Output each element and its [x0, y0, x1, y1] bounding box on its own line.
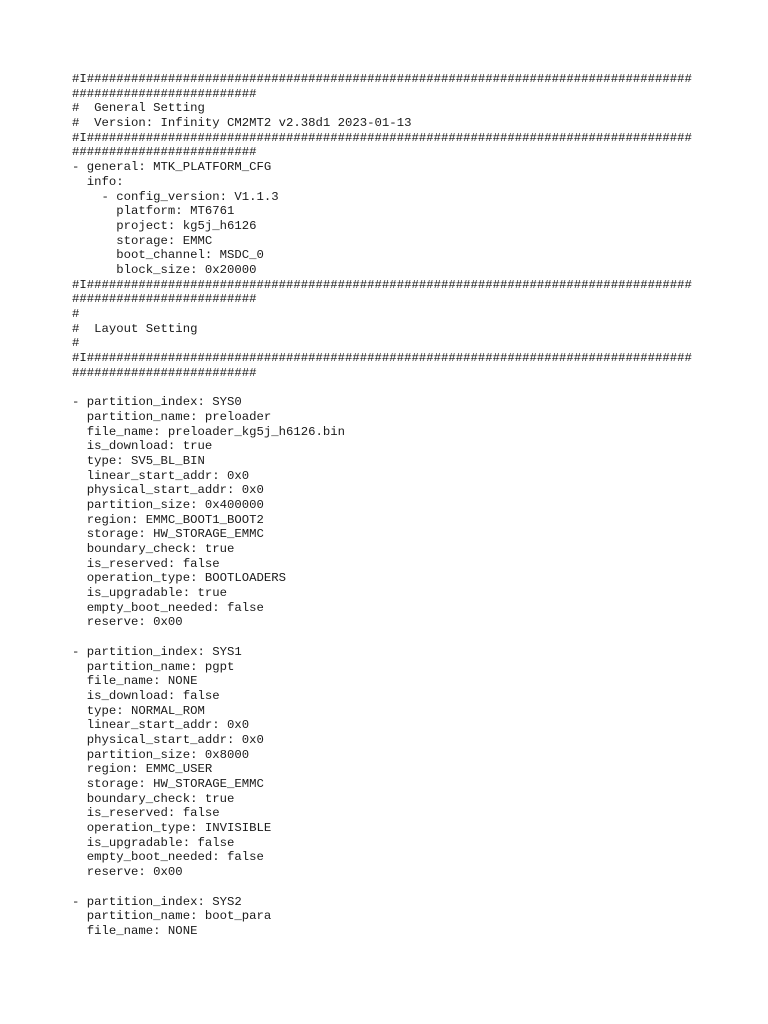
text-line [72, 380, 712, 395]
text-line: - config_version: V1.1.3 [72, 189, 279, 204]
text-line: type: NORMAL_ROM [72, 703, 205, 718]
text-line: - partition_index: SYS2 [72, 894, 242, 909]
text-line: - general: MTK_PLATFORM_CFG [72, 160, 272, 175]
text-line: file_name: NONE [72, 923, 198, 938]
text-line: # [72, 307, 80, 321]
text-line: ######################### [72, 145, 257, 160]
text-line: is_reserved: false [72, 556, 220, 571]
text-line: storage: HW_STORAGE_EMMC [72, 777, 264, 791]
text-line [72, 630, 712, 645]
text-line: region: EMMC_USER [72, 762, 213, 777]
text-line: - partition_index: SYS1 [72, 644, 242, 659]
text-line: boot_channel: MSDC_0 [72, 248, 264, 263]
text-line: partition_name: pgpt [72, 659, 235, 674]
text-line: - partition_index: SYS0 [72, 395, 242, 410]
text-line: ######################### [72, 86, 257, 101]
text-line: boundary_check: true [72, 791, 235, 806]
text-line: # [72, 336, 80, 351]
text-line: storage: HW_STORAGE_EMMC [72, 527, 264, 542]
text-line: storage: EMMC [72, 233, 213, 248]
text-line: empty_boot_needed: false [72, 850, 264, 865]
text-line: is_upgradable: true [72, 586, 227, 601]
text-line: is_upgradable: false [72, 835, 235, 850]
text-line: linear_start_addr: 0x0 [72, 718, 250, 733]
text-line: info: [72, 174, 124, 189]
text-line: operation_type: BOOTLOADERS [72, 571, 287, 586]
text-line: #I################################################################################## [72, 351, 692, 366]
text-line: ######################### [72, 365, 257, 380]
text-line: # Version: Infinity CM2MT2 v2.38d1 2023-01-13 [72, 116, 412, 131]
text-line: #I################################################################################## [72, 130, 692, 145]
text-line: block_size: 0x20000 [72, 262, 257, 277]
text-line: # General Setting [72, 101, 205, 116]
text-line: is_reserved: false [72, 806, 220, 821]
text-line [72, 880, 712, 895]
text-line: operation_type: INVISIBLE [72, 821, 272, 836]
text-line: partition_size: 0x400000 [72, 497, 264, 512]
text-line: # Layout Setting [72, 321, 198, 336]
text-line: type: SV5_BL_BIN [72, 453, 205, 468]
text-line: reserve: 0x00 [72, 865, 183, 880]
text-line: file_name: NONE [72, 674, 198, 689]
text-line: is_download: false [72, 688, 220, 703]
text-line: empty_boot_needed: false [72, 600, 264, 615]
text-line: project: kg5j_h6126 [72, 218, 257, 233]
text-line: platform: MT6761 [72, 204, 235, 219]
text-line: partition_name: boot_para [72, 909, 272, 924]
text-line: physical_start_addr: 0x0 [72, 732, 264, 747]
scatter-file-text [72, 72, 712, 939]
text-line: linear_start_addr: 0x0 [72, 468, 250, 483]
text-line: #I################################################################################## [72, 277, 692, 292]
text-line: partition_name: preloader [72, 409, 272, 424]
text-line: #I################################################################################## [72, 72, 692, 86]
text-line: region: EMMC_BOOT1_BOOT2 [72, 512, 264, 527]
text-line: is_download: true [72, 439, 213, 454]
text-line: boundary_check: true [72, 542, 235, 556]
text-line: file_name: preloader_kg5j_h6126.bin [72, 424, 346, 439]
text-line: partition_size: 0x8000 [72, 747, 250, 762]
text-line: ######################### [72, 292, 257, 307]
text-line: reserve: 0x00 [72, 615, 183, 630]
text-line: physical_start_addr: 0x0 [72, 483, 264, 498]
